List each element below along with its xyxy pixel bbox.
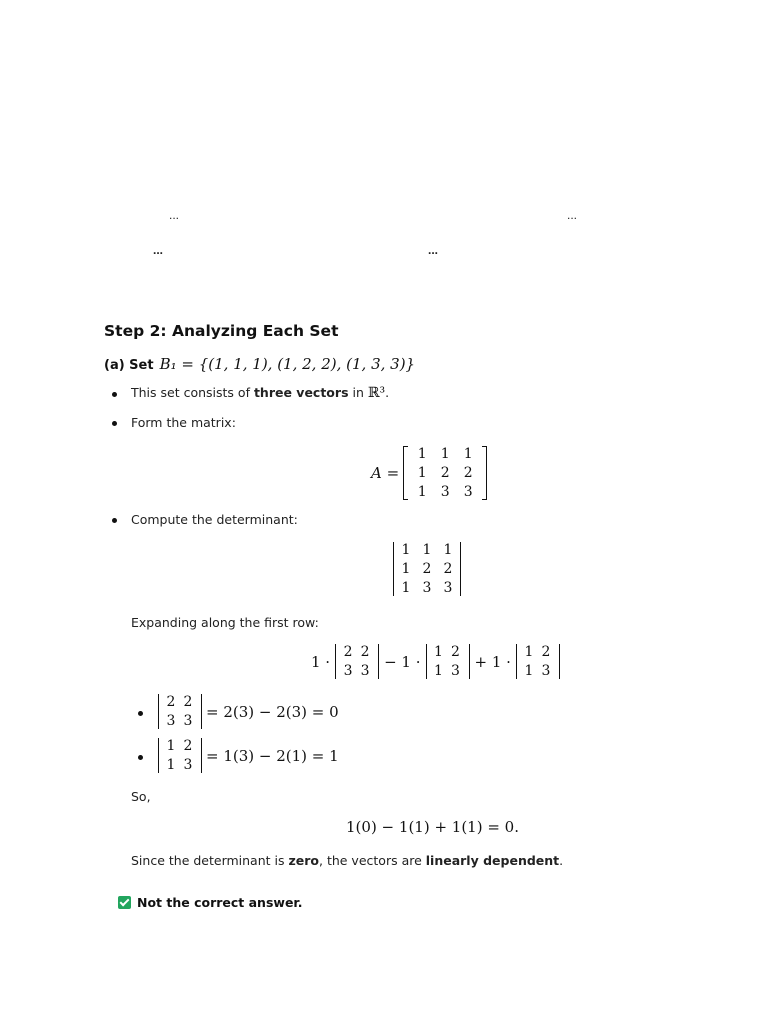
matrix-cell: 1 (401, 542, 411, 558)
matrix-cell: 1 (524, 644, 534, 660)
matrix-cell: 3 (183, 757, 193, 773)
matrix-cell: 3 (343, 663, 353, 679)
matrix-cell: 1 (463, 446, 473, 462)
bullet-compute-determinant: Compute the determinant: (131, 512, 298, 527)
bullet-bold: three vectors (253, 385, 349, 400)
matrix-cell: 2 (422, 561, 432, 577)
expansion-equation (311, 644, 560, 679)
minor-result: = 1(3) − 2(1) = 1 (206, 746, 339, 765)
ellipsis-bottom-left: ... (153, 243, 164, 257)
minor-matrix (426, 644, 470, 679)
matrix-cell: 2 (166, 694, 176, 710)
matrix-cell: 1 (401, 580, 411, 596)
minor-2-equation (158, 738, 339, 773)
matrix-cell: 3 (183, 713, 193, 729)
matrix-cell: 2 (541, 644, 551, 660)
matrix-cell: 2 (183, 738, 193, 754)
matrix-cell: 1 (417, 446, 427, 462)
conclusion-bold: zero (288, 853, 319, 868)
matrix-cell: 1 (422, 542, 432, 558)
matrix-cell: 3 (443, 580, 453, 596)
step-heading: Step 2: Analyzing Each Set (104, 322, 339, 340)
bullet-dot (138, 711, 143, 716)
conclusion (131, 853, 563, 868)
matrix-cell: 2 (343, 644, 353, 660)
ellipsis-bottom-right: ... (428, 243, 439, 257)
matrix-a-equation (371, 446, 487, 500)
matrix-cell: 1 (166, 757, 176, 773)
expansion-term: 1 · (311, 652, 331, 671)
matrix-cell: 1 (401, 561, 411, 577)
bullet-text: This set consists of (131, 385, 254, 400)
bullet-text: . (385, 385, 390, 400)
bullet-form-matrix: Form the matrix: (131, 415, 236, 430)
bullet-dot (112, 392, 117, 397)
matrix-cell: 1 (524, 663, 534, 679)
conclusion-text: , the vectors are (319, 853, 426, 868)
conclusion-text: . (559, 853, 564, 868)
final-equation: 1(0) − 1(1) + 1(1) = 0. (346, 818, 519, 836)
matrix-cell: 1 (166, 738, 176, 754)
answer-note-text: Not the correct answer. (137, 895, 303, 910)
bullet-dot (112, 518, 117, 523)
conclusion-text: Since the determinant is (131, 853, 289, 868)
matrix-cell: 2 (463, 465, 473, 481)
bullet-dot (138, 755, 143, 760)
minor-result: = 2(3) − 2(3) = 0 (206, 702, 339, 721)
matrix-a-label: A = (371, 464, 400, 482)
ellipsis-top-right: ... (567, 208, 578, 222)
r3-math: ℝ³ (367, 385, 386, 401)
answer-note (118, 895, 303, 910)
matrix-cell: 1 (443, 542, 453, 558)
expansion-label: Expanding along the first row: (131, 615, 319, 630)
matrix-cell: 1 (417, 484, 427, 500)
bullet-dot (112, 421, 117, 426)
set-a-title (104, 355, 415, 373)
conclusion-bold: linearly dependent (425, 853, 560, 868)
so-label: So, (131, 789, 151, 804)
matrix-cell: 2 (451, 644, 460, 660)
matrix-cell: 2 (440, 465, 450, 481)
matrix-cell: 2 (360, 644, 370, 660)
matrix-cell: 3 (440, 484, 450, 500)
matrix-cell: 3 (166, 713, 176, 729)
matrix-cell: 3 (360, 663, 370, 679)
bullet-text: in (348, 385, 368, 400)
matrix-cell: 1 (440, 446, 450, 462)
minor-matrix (516, 644, 560, 679)
matrix-cell: 3 (422, 580, 432, 596)
matrix-cell: 3 (463, 484, 473, 500)
matrix-cell: 3 (541, 663, 551, 679)
matrix-cell: 1 (417, 465, 427, 481)
minor-matrix (335, 644, 379, 679)
minor-1-equation (158, 694, 339, 729)
set-a-prefix: (a) Set (104, 358, 154, 373)
matrix-cell: 3 (451, 663, 460, 679)
matrix-cell: 2 (443, 561, 453, 577)
set-a-math: B₁ = {(1, 1, 1), (1, 2, 2), (1, 3, 3)} (159, 355, 416, 373)
matrix-cell: 1 (434, 644, 443, 660)
expansion-term: − 1 · (384, 652, 421, 671)
matrix-cell: 1 (434, 663, 443, 679)
minor-matrix (158, 694, 202, 729)
expansion-term: + 1 · (474, 652, 511, 671)
minor-matrix (158, 738, 202, 773)
checkbox-checked-icon[interactable] (118, 896, 131, 909)
bullet-three-vectors (131, 385, 389, 401)
matrix-a (403, 446, 487, 500)
ellipsis-top-left: ... (169, 208, 180, 222)
determinant-matrix (393, 542, 461, 596)
matrix-cell: 2 (183, 694, 193, 710)
